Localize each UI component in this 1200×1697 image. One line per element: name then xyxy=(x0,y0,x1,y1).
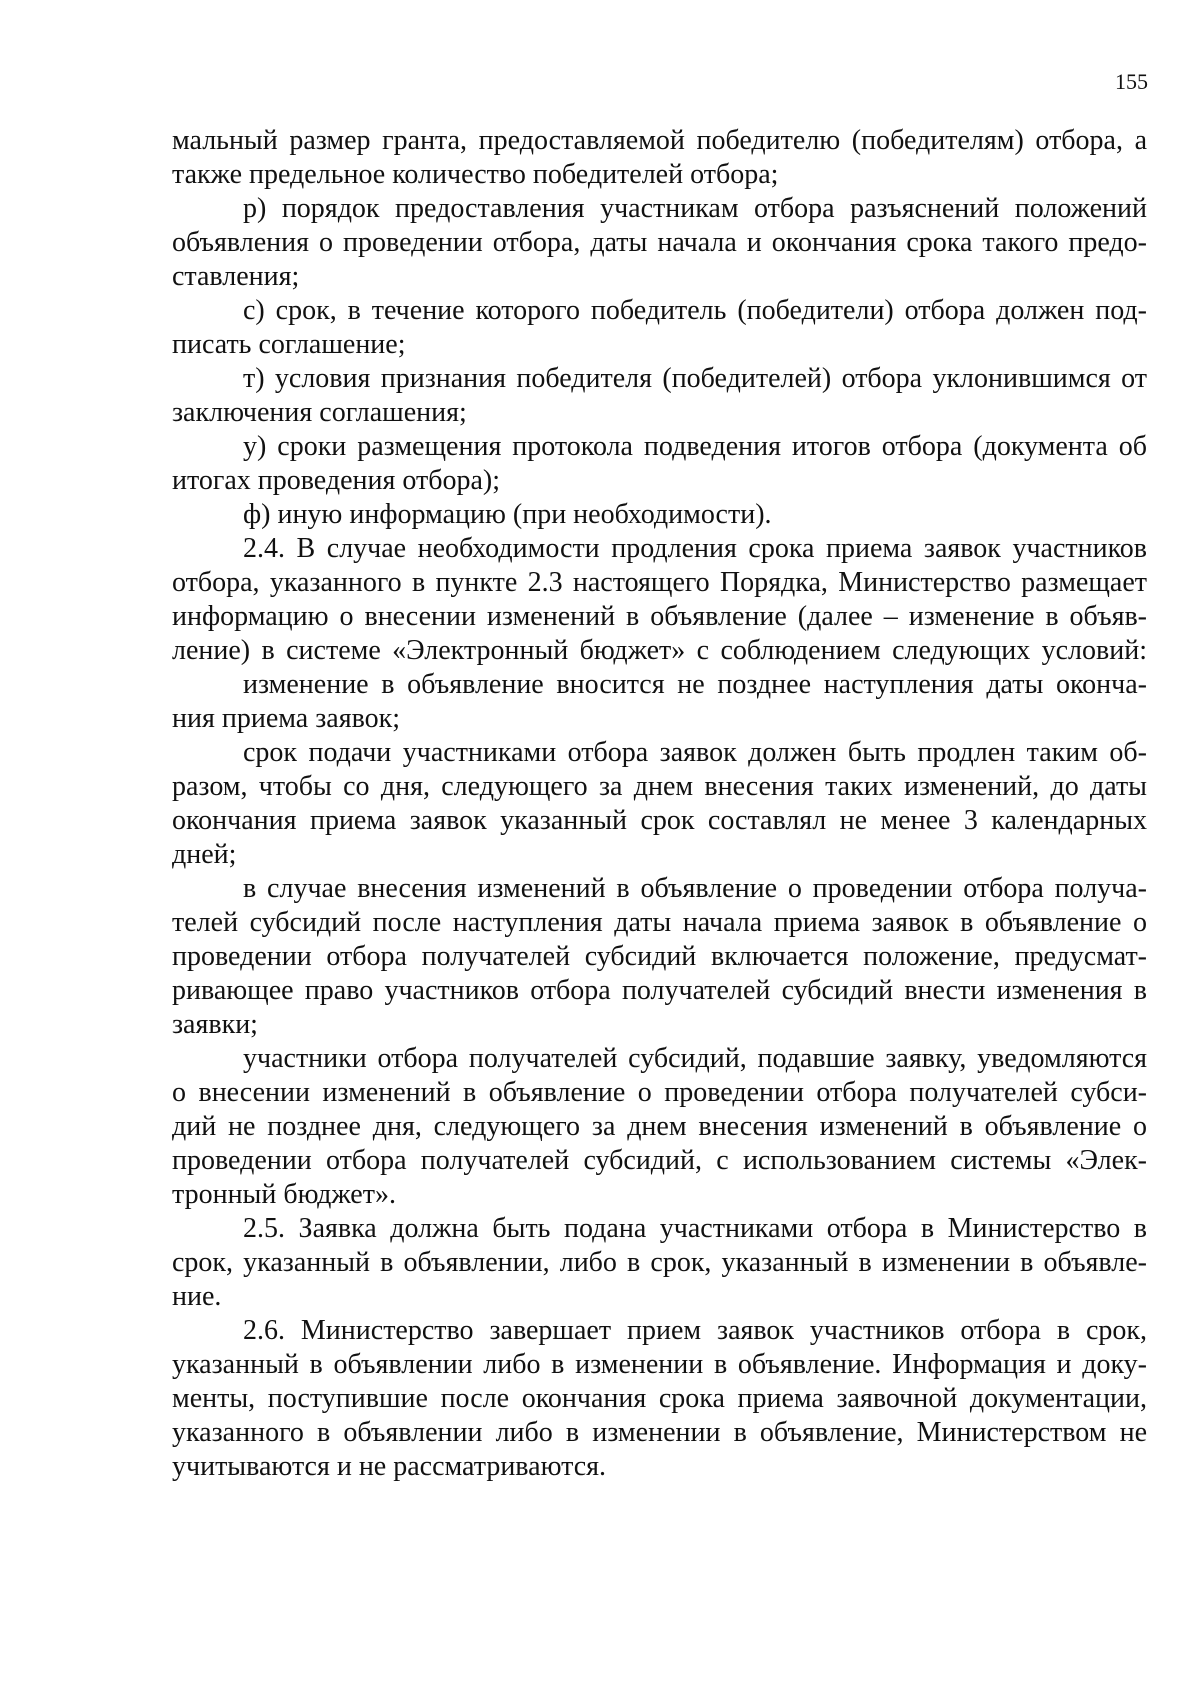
page-number: 155 xyxy=(1115,69,1148,94)
text-line: информацию о внесении изменений в объявление (далее – изменение в объяв- xyxy=(172,601,1147,632)
text-line: срок, указанный в объявлении, либо в срок, указанный в изменении в объявле- xyxy=(172,1247,1147,1278)
text-line: менты, поступившие после окончания срока приема заявочной документации, xyxy=(172,1383,1147,1414)
text-line: 2.6. Министерство завершает прием заявок участников отбора в срок, xyxy=(243,1315,1147,1346)
text-line: мальный размер гранта, предоставляемой победителю (победителям) отбора, а xyxy=(172,125,1147,156)
text-line: заключения соглашения; xyxy=(172,397,467,428)
text-line: ние. xyxy=(172,1281,222,1312)
text-line: дней; xyxy=(172,839,237,870)
text-line: ф) иную информацию (при необходимости). xyxy=(243,499,772,530)
text-line: тронный бюджет». xyxy=(172,1179,396,1210)
text-line: телей субсидий после наступления даты начала приема заявок в объявление о xyxy=(172,907,1147,938)
text-line: окончания приема заявок указанный срок составлял не менее 3 календарных xyxy=(172,805,1147,836)
text-line: дий не позднее дня, следующего за днем внесения изменений в объявление о xyxy=(172,1111,1147,1142)
text-line: срок подачи участниками отбора заявок должен быть продлен таким об- xyxy=(243,737,1147,768)
text-line: проведении отбора получателей субсидий включается положение, предусмат- xyxy=(172,941,1147,972)
text-line: ставления; xyxy=(172,261,300,292)
text-line: указанного в объявлении либо в изменении в объявление, Министерством не xyxy=(172,1417,1147,1448)
text-line: т) условия признания победителя (победителей) отбора уклонившимся от xyxy=(243,363,1147,394)
text-line: ривающее право участников отбора получателей субсидий внести изменения в xyxy=(172,975,1147,1006)
text-line: 2.5. Заявка должна быть подана участниками отбора в Министерство в xyxy=(243,1213,1147,1244)
text-line: изменение в объявление вносится не позднее наступления даты оконча- xyxy=(243,669,1147,700)
text-line: объявления о проведении отбора, даты начала и окончания срока такого предо- xyxy=(172,227,1147,258)
text-line: о внесении изменений в объявление о проведении отбора получателей субси- xyxy=(172,1077,1147,1108)
text-line: разом, чтобы со дня, следующего за днем внесения таких изменений, до даты xyxy=(172,771,1147,802)
text-line: также предельное количество победителей отбора; xyxy=(172,159,779,190)
text-line: 2.4. В случае необходимости продления срока приема заявок участников xyxy=(243,533,1147,564)
text-line: ния приема заявок; xyxy=(172,703,400,734)
text-line: в случае внесения изменений в объявление о проведении отбора получа- xyxy=(243,873,1147,904)
text-line: с) срок, в течение которого победитель (победители) отбора должен под- xyxy=(243,295,1147,326)
text-line: заявки; xyxy=(172,1009,258,1040)
text-line: ление) в системе «Электронный бюджет» с соблюдением следующих условий: xyxy=(172,635,1147,666)
text-line: у) сроки размещения протокола подведения итогов отбора (документа об xyxy=(243,431,1147,462)
text-line: учитываются и не рассматриваются. xyxy=(172,1451,607,1482)
text-line: проведении отбора получателей субсидий, с использованием системы «Элек- xyxy=(172,1145,1147,1176)
text-line: р) порядок предоставления участникам отбора разъяснений положений xyxy=(243,193,1147,224)
text-line: писать соглашение; xyxy=(172,329,406,360)
text-line: указанный в объявлении либо в изменении в объявление. Информация и доку- xyxy=(172,1349,1147,1380)
text-line: участники отбора получателей субсидий, подавшие заявку, уведомляются xyxy=(243,1043,1147,1074)
text-line: отбора, указанного в пункте 2.3 настоящего Порядка, Министерство размещает xyxy=(172,567,1147,598)
text-line: итогах проведения отбора); xyxy=(172,465,501,496)
